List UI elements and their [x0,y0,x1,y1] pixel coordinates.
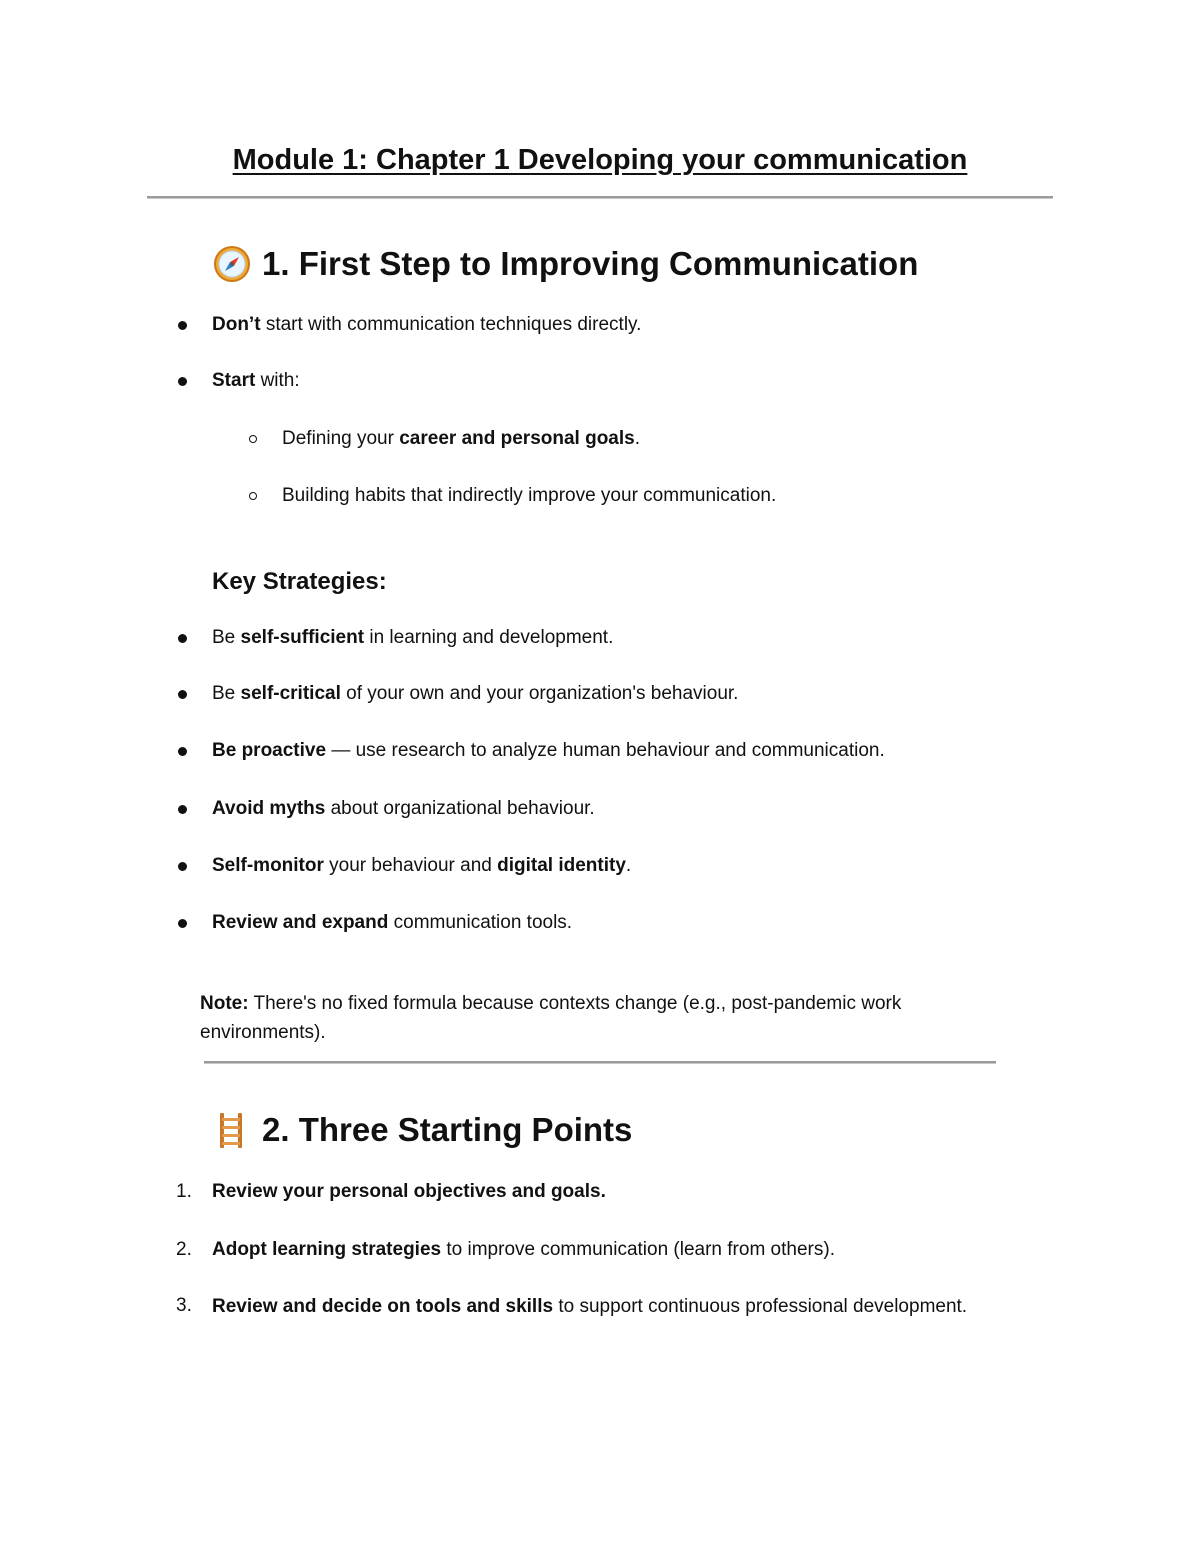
compass-icon [212,244,252,284]
item-bold: Self-monitor [212,855,324,876]
item-bold: career and personal goals [399,428,635,449]
item-bold: Don’t [212,314,261,335]
bullet-icon [178,747,187,756]
note-block [200,989,1010,1047]
bullet-icon [178,377,187,386]
item-text: your behaviour and [323,855,498,876]
list-item [212,795,595,823]
bullet-icon [178,321,187,330]
item-text: Be [212,683,241,704]
ladder-icon [212,1110,252,1150]
item-text: about organizational behaviour. [325,798,595,819]
sub-bullet-icon [249,492,257,500]
item-bold: Review and decide on tools and skills [212,1296,554,1317]
list-item [212,367,300,395]
section-1-heading-text: 1. First Step to Improving Communication [262,245,919,282]
item-bold: Avoid myths [212,798,326,819]
item-text: . [625,855,632,876]
item-text: Be [212,627,241,648]
item-bold: digital identity [497,855,626,876]
numbered-item [212,1292,972,1321]
item-text: to improve communication (learn from others). [441,1239,835,1260]
item-text: in learning and development. [364,627,614,648]
list-item [212,624,613,652]
list-number: 2. [176,1239,192,1260]
bullet-icon [178,919,187,928]
item-text: Defining your [282,428,400,449]
numbered-item [212,1236,835,1264]
section-2-heading-text: 2. Three Starting Points [262,1111,633,1148]
section-2-heading [212,1110,632,1150]
note-text: There's no fixed formula because contexts change (e.g., post-pandemic work environments). [200,993,902,1043]
item-bold: Review your personal objectives and goals. [212,1181,606,1202]
item-bold: Review and expand [212,912,389,933]
list-number: 1. [176,1181,192,1202]
sub-list-item [282,482,776,510]
sub-bullet-icon [249,435,257,443]
sub-list-item [282,425,640,453]
item-text: to support continuous professional development. [553,1296,968,1317]
list-item [212,852,631,880]
document-title: Module 1: Chapter 1 Developing your communication [232,144,968,176]
item-bold: Be proactive [212,740,327,761]
item-bold: self-sufficient [240,627,365,648]
item-bold: self-critical [240,683,341,704]
bullet-icon [178,690,187,699]
item-text: communication tools. [388,912,573,933]
item-text: . [634,428,641,449]
key-strategies-heading: Key Strategies: [212,568,387,595]
bullet-icon [178,805,187,814]
item-text: — use research to analyze human behaviour and communication. [326,740,885,761]
item-text: Building habits that indirectly improve your communication. [282,485,777,506]
numbered-item [212,1178,606,1206]
item-text: with: [255,370,300,391]
bullet-icon [178,862,187,871]
item-text: of your own and your organization's behaviour. [340,683,739,704]
list-item [212,680,738,708]
note-label: Note: [200,993,249,1014]
section-1-heading [212,244,918,284]
list-item [212,311,641,339]
list-number: 3. [176,1295,192,1316]
list-item [212,909,572,937]
item-text: start with communication techniques directly. [260,314,642,335]
bullet-icon [178,634,187,643]
title-divider [147,196,1053,199]
item-bold: Start [212,370,256,391]
item-bold: Adopt learning strategies [212,1239,442,1260]
section-divider [204,1061,996,1064]
list-item [212,737,885,765]
